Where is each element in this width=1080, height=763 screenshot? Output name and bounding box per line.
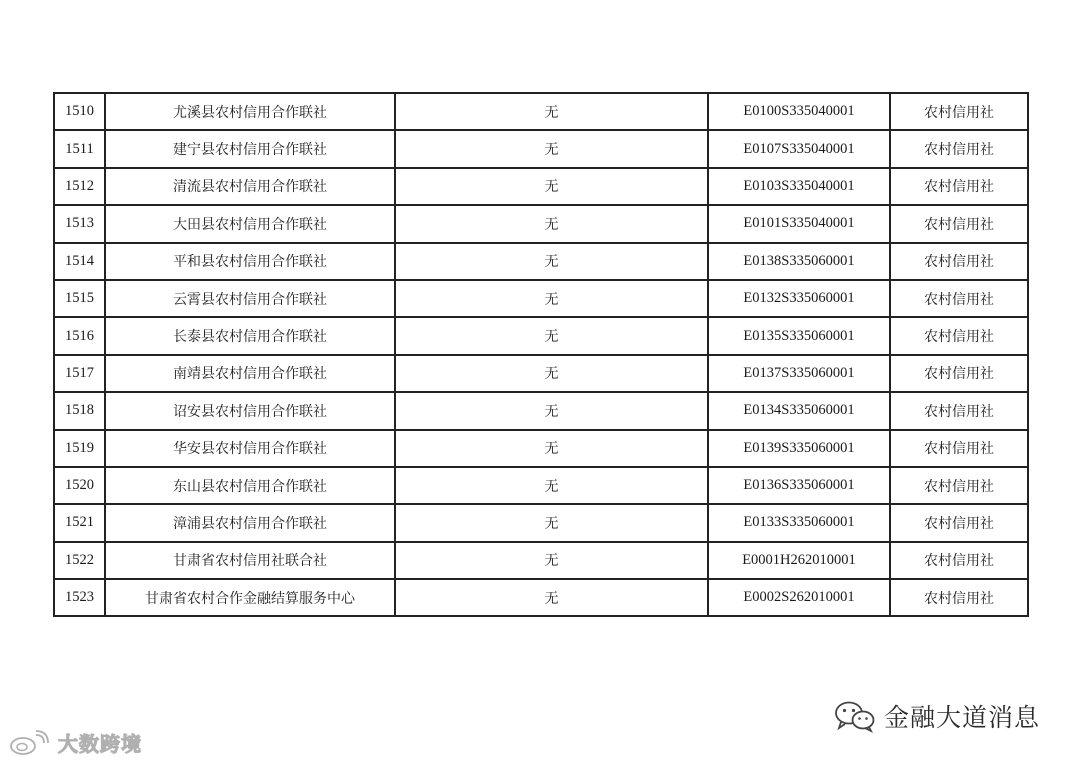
weibo-watermark: [8, 728, 142, 757]
institution-name-cell: 建宁县农村信用合作联社: [105, 130, 395, 167]
institution-name-cell: 漳浦县农村信用合作联社: [105, 504, 395, 541]
institution-name-cell: 尤溪县农村信用合作联社: [105, 93, 395, 130]
row-number-cell: 1521: [54, 504, 105, 541]
weibo-account-name: 大数跨境: [58, 732, 142, 756]
institution-type-cell: 农村信用社: [890, 317, 1028, 354]
institution-type-cell: 农村信用社: [890, 467, 1028, 504]
table-row: [54, 205, 1028, 242]
institution-table-container: [53, 92, 1029, 617]
other-value-cell: 无: [395, 168, 708, 205]
row-number-cell: 1517: [54, 355, 105, 392]
institution-name-cell: 南靖县农村信用合作联社: [105, 355, 395, 392]
row-number-cell: 1522: [54, 542, 105, 579]
other-value-cell: 无: [395, 504, 708, 541]
institution-type-cell: 农村信用社: [890, 392, 1028, 429]
row-number-cell: 1518: [54, 392, 105, 429]
institution-type-cell: 农村信用社: [890, 542, 1028, 579]
other-value-cell: 无: [395, 467, 708, 504]
table-row: [54, 579, 1028, 616]
institution-type-cell: 农村信用社: [890, 579, 1028, 616]
other-value-cell: 无: [395, 317, 708, 354]
row-number-cell: 1515: [54, 280, 105, 317]
institution-code-cell: E0137S335060001: [708, 355, 890, 392]
other-value-cell: 无: [395, 93, 708, 130]
weibo-icon: [8, 729, 52, 757]
table-row: [54, 243, 1028, 280]
table-row: [54, 504, 1028, 541]
institution-type-cell: 农村信用社: [890, 243, 1028, 280]
institution-name-cell: 诏安县农村信用合作联社: [105, 392, 395, 429]
wechat-account-name: 金融大道消息: [884, 703, 1041, 732]
row-number-cell: 1520: [54, 467, 105, 504]
institution-type-cell: 农村信用社: [890, 130, 1028, 167]
row-number-cell: 1516: [54, 317, 105, 354]
institution-code-cell: E0134S335060001: [708, 392, 890, 429]
wechat-icon: [832, 699, 878, 733]
table-row: [54, 355, 1028, 392]
wechat-watermark: [832, 698, 1040, 734]
table-body: [54, 93, 1028, 616]
institution-name-cell: 华安县农村信用合作联社: [105, 430, 395, 467]
row-number-cell: 1513: [54, 205, 105, 242]
institution-name-cell: 东山县农村信用合作联社: [105, 467, 395, 504]
other-value-cell: 无: [395, 542, 708, 579]
institution-code-cell: E0135S335060001: [708, 317, 890, 354]
institution-code-cell: E0107S335040001: [708, 130, 890, 167]
institution-code-cell: E0133S335060001: [708, 504, 890, 541]
row-number-cell: 1514: [54, 243, 105, 280]
institution-code-cell: E0139S335060001: [708, 430, 890, 467]
other-value-cell: 无: [395, 280, 708, 317]
other-value-cell: 无: [395, 430, 708, 467]
institution-type-cell: 农村信用社: [890, 93, 1028, 130]
institution-name-cell: 平和县农村信用合作联社: [105, 243, 395, 280]
table-row: [54, 467, 1028, 504]
table-row: [54, 280, 1028, 317]
table-row: [54, 93, 1028, 130]
other-value-cell: 无: [395, 243, 708, 280]
table-row: [54, 430, 1028, 467]
row-number-cell: 1519: [54, 430, 105, 467]
institution-code-cell: E0100S335040001: [708, 93, 890, 130]
institution-name-cell: 云霄县农村信用合作联社: [105, 280, 395, 317]
institution-name-cell: 大田县农村信用合作联社: [105, 205, 395, 242]
other-value-cell: 无: [395, 579, 708, 616]
institution-code-cell: E0103S335040001: [708, 168, 890, 205]
institution-type-cell: 农村信用社: [890, 168, 1028, 205]
row-number-cell: 1523: [54, 579, 105, 616]
institution-name-cell: 甘肃省农村信用社联合社: [105, 542, 395, 579]
other-value-cell: 无: [395, 205, 708, 242]
row-number-cell: 1511: [54, 130, 105, 167]
institution-type-cell: 农村信用社: [890, 355, 1028, 392]
institution-type-cell: 农村信用社: [890, 280, 1028, 317]
institution-name-cell: 清流县农村信用合作联社: [105, 168, 395, 205]
institution-table: [53, 92, 1029, 617]
other-value-cell: 无: [395, 130, 708, 167]
institution-code-cell: E0001H262010001: [708, 542, 890, 579]
institution-code-cell: E0002S262010001: [708, 579, 890, 616]
institution-name-cell: 甘肃省农村合作金融结算服务中心: [105, 579, 395, 616]
table-row: [54, 168, 1028, 205]
institution-code-cell: E0101S335040001: [708, 205, 890, 242]
institution-code-cell: E0132S335060001: [708, 280, 890, 317]
row-number-cell: 1512: [54, 168, 105, 205]
table-row: [54, 542, 1028, 579]
institution-name-cell: 长泰县农村信用合作联社: [105, 317, 395, 354]
institution-code-cell: E0138S335060001: [708, 243, 890, 280]
other-value-cell: 无: [395, 392, 708, 429]
institution-type-cell: 农村信用社: [890, 504, 1028, 541]
institution-code-cell: E0136S335060001: [708, 467, 890, 504]
table-row: [54, 392, 1028, 429]
row-number-cell: 1510: [54, 93, 105, 130]
other-value-cell: 无: [395, 355, 708, 392]
institution-type-cell: 农村信用社: [890, 205, 1028, 242]
table-row: [54, 130, 1028, 167]
table-row: [54, 317, 1028, 354]
institution-type-cell: 农村信用社: [890, 430, 1028, 467]
